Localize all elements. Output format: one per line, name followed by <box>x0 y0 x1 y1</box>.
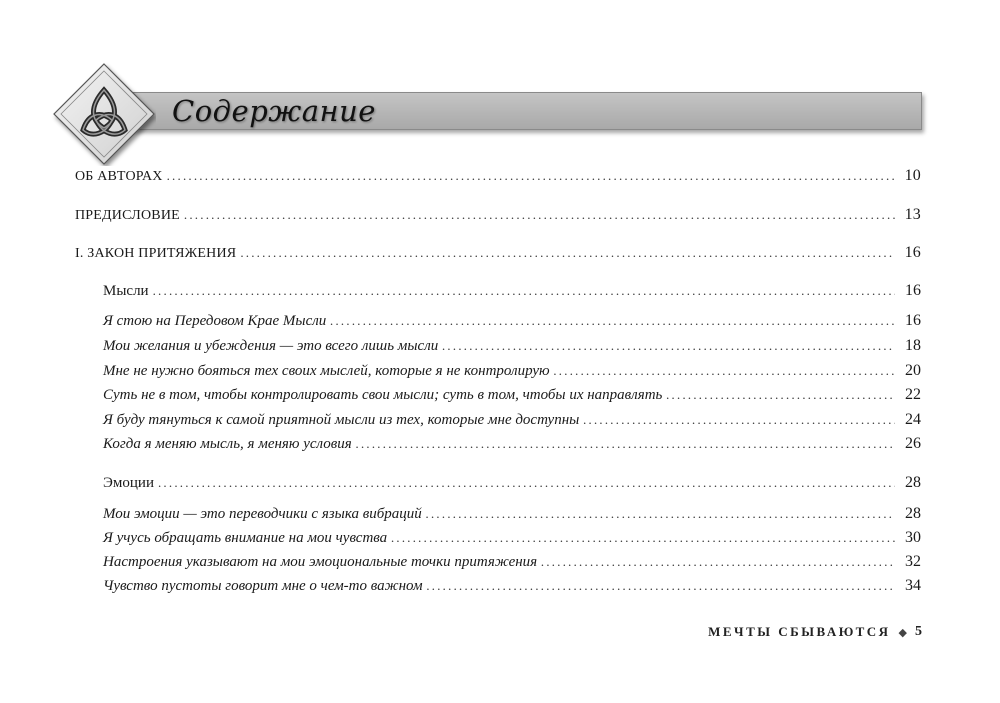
diamond-separator-icon: ◆ <box>898 626 907 639</box>
toc-entry-page: 34 <box>905 577 921 594</box>
toc-entry-page: 28 <box>905 505 921 522</box>
toc-entry-label: I. ЗАКОН ПРИТЯЖЕНИЯ <box>75 246 237 261</box>
toc-entry-page: 16 <box>904 244 921 261</box>
page-title: Содержание <box>172 94 376 128</box>
toc-entry-label: ПРЕДИСЛОВИЕ <box>75 208 180 223</box>
leader-dots <box>167 168 895 184</box>
page-number: 5 <box>915 624 922 639</box>
toc-entry[interactable] <box>103 553 921 577</box>
toc-entry-label: Мои эмоции — это переводчики с языка вибраций <box>103 506 422 522</box>
toc-entry-label: Я буду тянуться к самой приятной мысли из тех, которые мне доступны <box>103 412 580 428</box>
leader-dots <box>427 578 895 594</box>
leader-dots <box>583 412 895 428</box>
toc-entry-page: 30 <box>905 529 921 546</box>
toc-entry[interactable] <box>75 206 921 230</box>
leader-dots <box>666 387 895 403</box>
leader-dots <box>356 436 895 452</box>
toc-entry-page: 22 <box>905 386 921 403</box>
toc-entry-label: Суть не в том, чтобы контролировать свои мысли; суть в том, чтобы их направлять <box>103 387 663 403</box>
toc-entry-page: 10 <box>904 167 921 184</box>
toc-entry-page: 28 <box>905 474 921 491</box>
toc-entry-page: 32 <box>905 553 921 570</box>
toc-entry-page: 13 <box>904 206 921 223</box>
toc-entry[interactable] <box>103 505 921 529</box>
toc-entry[interactable] <box>103 529 921 553</box>
toc-entry-label: Мне не нужно бояться тех своих мыслей, которые я не контролирую <box>103 363 550 379</box>
toc-entry[interactable] <box>103 386 921 410</box>
footer-book-title: МЕЧТЫ СБЫВАЮТСЯ <box>708 624 891 639</box>
toc-entry-page: 16 <box>905 312 921 329</box>
toc-entry-label: Мои желания и убеждения — это всего лишь мысли <box>103 338 439 354</box>
leader-dots <box>541 554 895 570</box>
toc-entry-page: 18 <box>905 337 921 354</box>
toc-entry-label: Когда я меняю мысль, я меняю условия <box>103 436 352 452</box>
leader-dots <box>442 338 895 354</box>
leader-dots <box>240 245 895 261</box>
toc-entry[interactable] <box>103 474 921 498</box>
toc-entry-label: Мысли <box>103 283 149 299</box>
running-footer <box>708 624 922 640</box>
toc-entry-label: Я стою на Передовом Крае Мысли <box>103 313 327 329</box>
toc-entry-label: ОБ АВТОРАХ <box>75 169 163 184</box>
leader-dots <box>184 207 895 223</box>
toc-entry[interactable] <box>103 282 921 306</box>
toc-entry-label: Я учусь обращать внимание на мои чувства <box>103 530 388 546</box>
toc-entry-page: 24 <box>905 411 921 428</box>
toc-entry-page: 16 <box>905 282 921 299</box>
leader-dots <box>554 363 895 379</box>
toc-entry-page: 26 <box>905 435 921 452</box>
toc-entry-label: Эмоции <box>103 475 154 491</box>
toc-entry[interactable] <box>103 577 921 601</box>
toc-entry[interactable] <box>103 362 921 386</box>
toc-entry-page: 20 <box>905 362 921 379</box>
leader-dots <box>426 506 895 522</box>
leader-dots <box>158 475 895 491</box>
toc-entry[interactable] <box>103 312 921 336</box>
toc-entry[interactable] <box>103 337 921 361</box>
toc-entry[interactable] <box>75 167 921 191</box>
leader-dots <box>153 283 895 299</box>
toc-entry[interactable] <box>75 244 921 268</box>
leader-dots <box>330 313 895 329</box>
toc-entry-label: Настроения указывают на мои эмоциональные точки притяжения <box>103 554 538 570</box>
toc-entry[interactable] <box>103 411 921 435</box>
toc-entry[interactable] <box>103 435 921 459</box>
toc-entry-label: Чувство пустоты говорит мне о чем-то важном <box>103 578 423 594</box>
leader-dots <box>391 530 895 546</box>
